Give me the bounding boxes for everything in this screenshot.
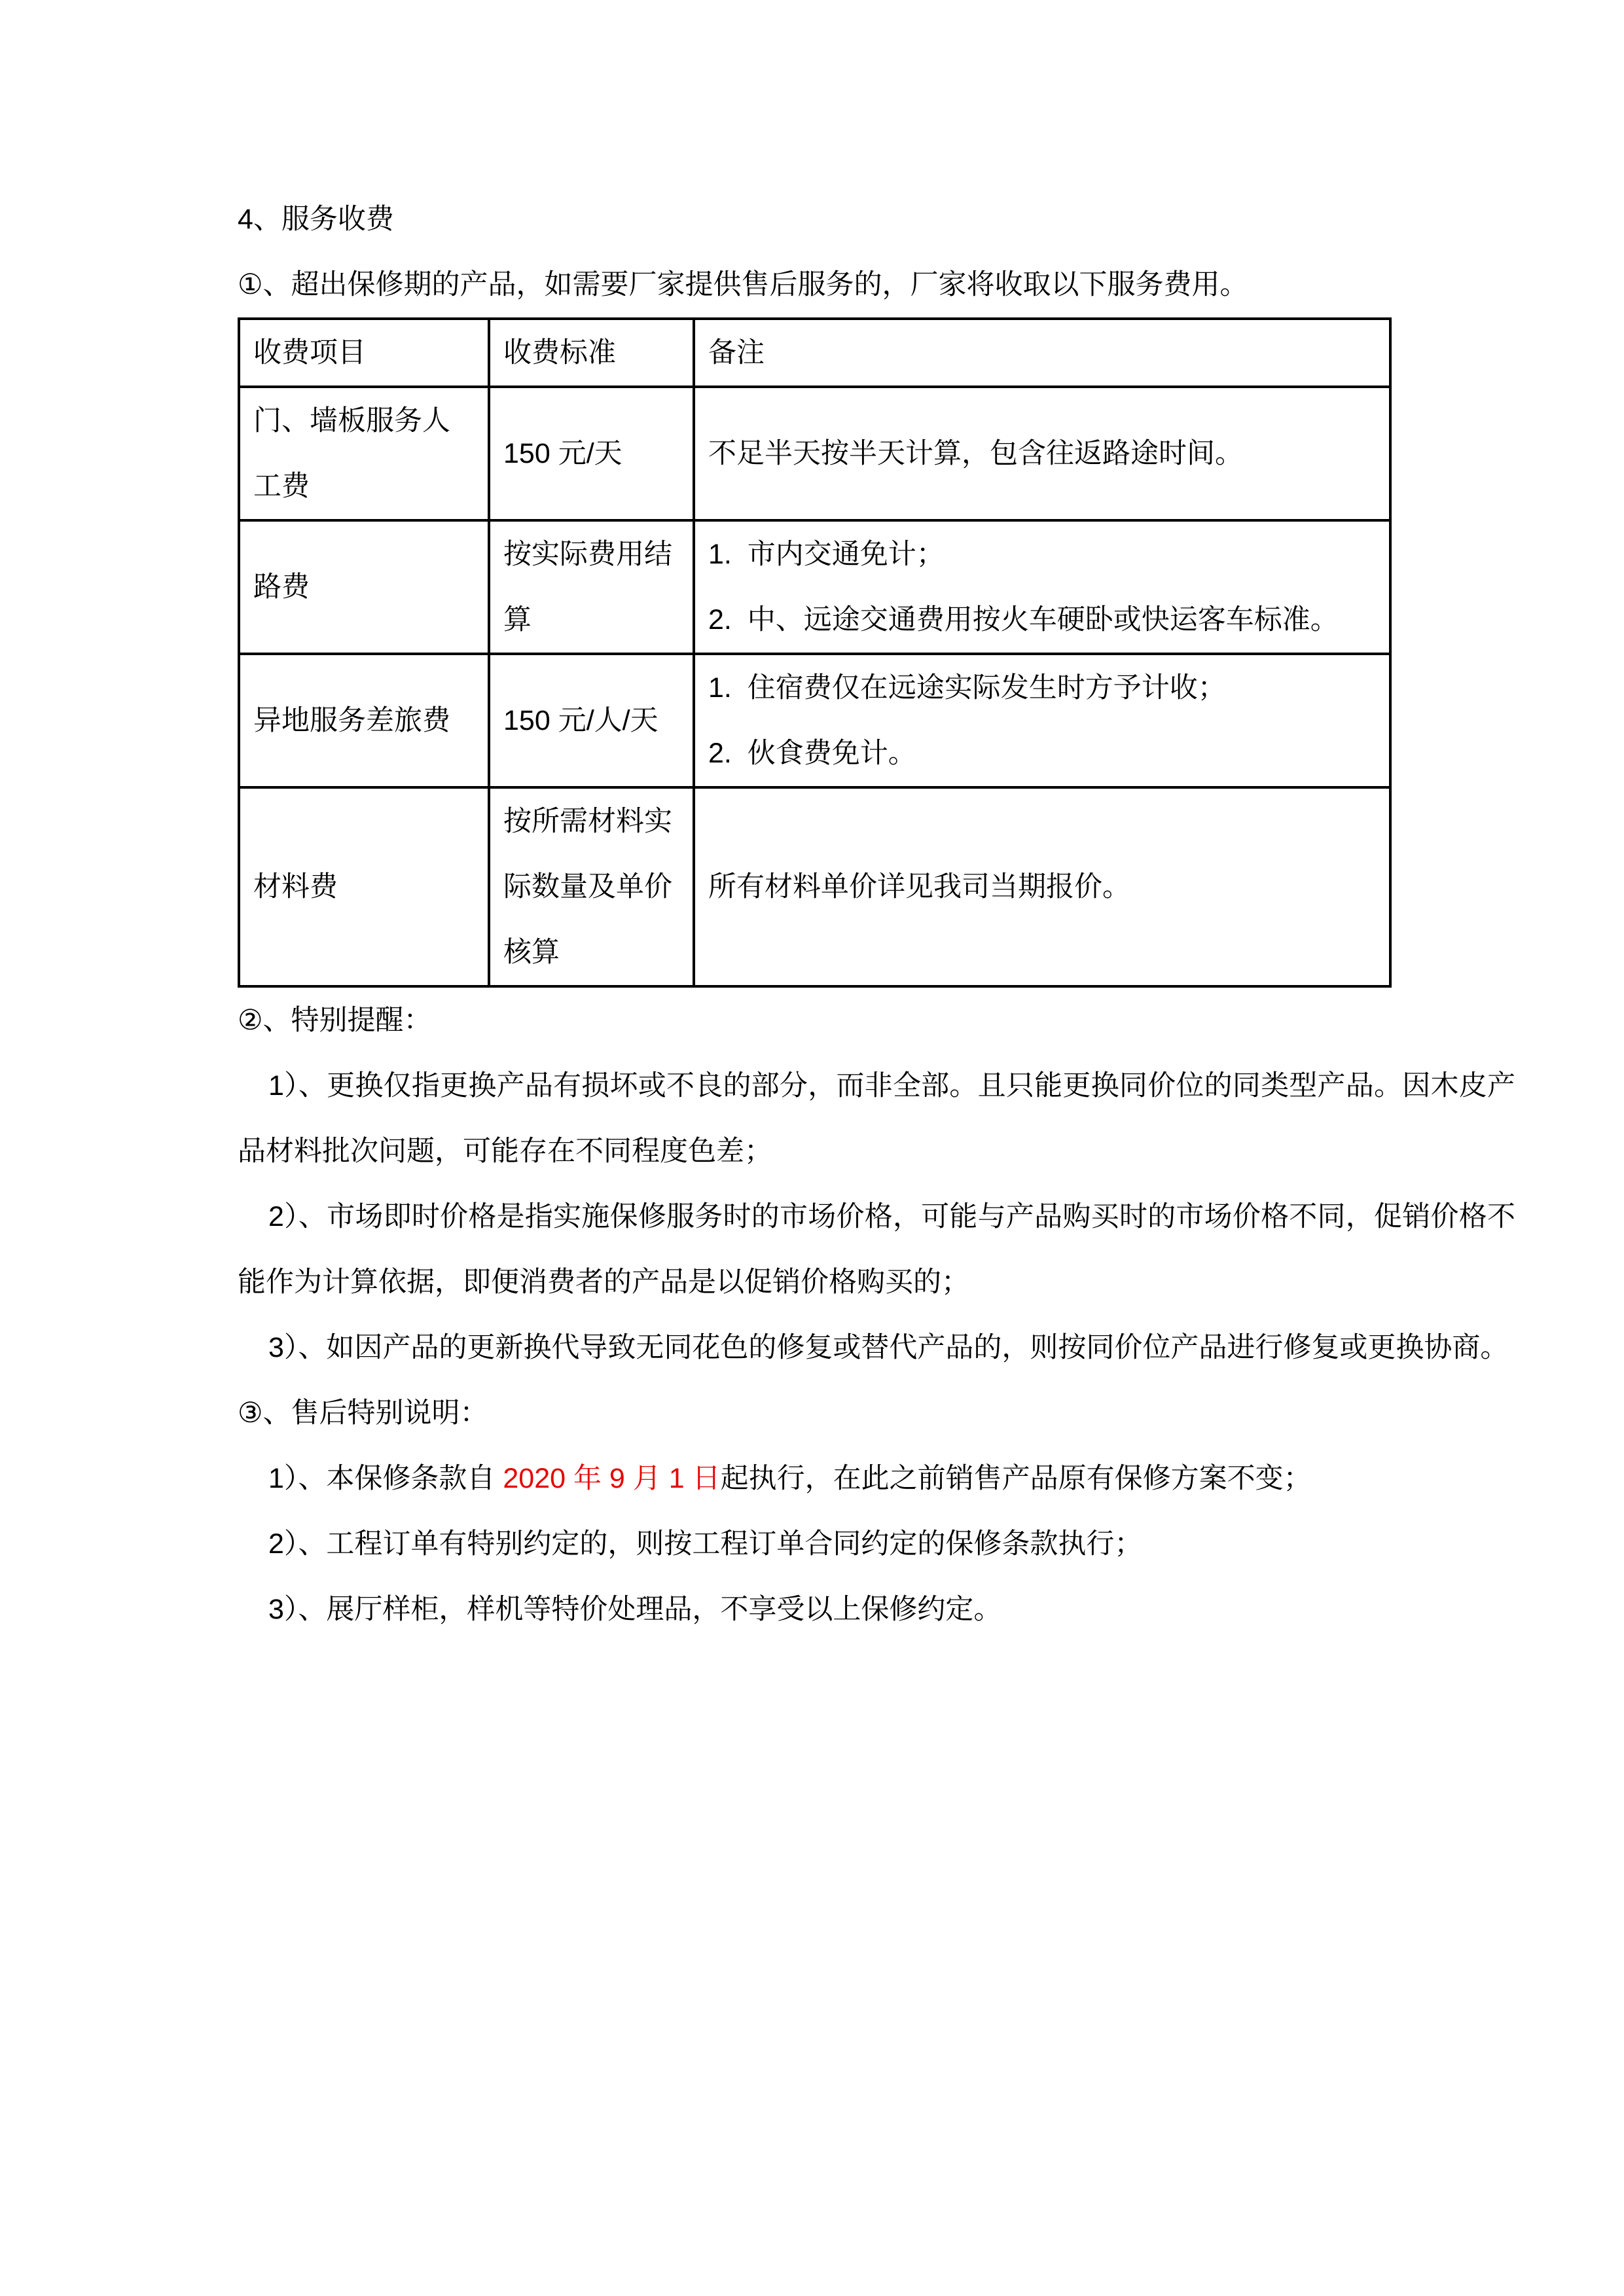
cell-item: 门、墙板服务人工费	[239, 387, 489, 520]
fee-table-header-row	[239, 319, 1390, 387]
aftersales-item	[238, 1577, 1515, 1642]
table-row	[239, 654, 1390, 787]
effective-date-highlight: 2020 年 9 月 1 日	[503, 1463, 721, 1494]
note-line: 2. 中、远途交通费用按火车硬卧或快运客车标准。	[708, 604, 1339, 636]
cell-standard: 按所需材料实际数量及单价核算	[489, 787, 694, 986]
header-cell-notes: 备注	[694, 319, 1390, 387]
aftersales-item	[238, 1446, 1515, 1511]
table-row	[239, 387, 1390, 520]
aftersales-item-text: 起执行，在此之前销售产品原有保修方案不变；	[720, 1463, 1312, 1494]
aftersales-item-text: 2）、工程订单有特别约定的，则按工程订单合同约定的保修条款执行；	[268, 1528, 1143, 1560]
cell-standard: 按实际费用结算	[489, 520, 694, 654]
intro-paragraph: ①、超出保修期的产品，如需要厂家提供售后服务的，厂家将收取以下服务费用。	[238, 269, 1248, 300]
note-line: 2. 伙食费免计。	[708, 738, 916, 769]
note-line: 1. 住宿费仅在远途实际发生时方予计收；	[708, 672, 1226, 704]
cell-notes	[694, 520, 1390, 654]
note-line: 1. 市内交通免计；	[708, 539, 945, 570]
aftersales-item	[238, 1511, 1515, 1577]
cell-notes	[694, 387, 1390, 520]
fee-table	[238, 317, 1392, 988]
table-row	[239, 520, 1390, 654]
note-line: 所有材料单价详见我司当期报价。	[708, 871, 1130, 903]
aftersales-item-text: 1）、本保修条款自	[268, 1463, 503, 1494]
cell-standard: 150 元/人/天	[489, 654, 694, 787]
cell-item: 材料费	[239, 787, 489, 986]
header-cell-standard: 收费标准	[489, 319, 694, 387]
reminder-item: 1）、更换仅指更换产品有损坏或不良的部分，而非全部。且只能更换同价位的同类型产品。因木皮产品材料批次问题，可能存在不同程度色差；	[238, 1070, 1515, 1167]
aftersales-heading: ③、售后特别说明：	[238, 1397, 488, 1429]
cell-item: 异地服务差旅费	[239, 654, 489, 787]
table-row	[239, 787, 1390, 986]
section-title: 4、服务收费	[238, 204, 394, 235]
reminder-item: 2）、市场即时价格是指实施保修服务时的市场价格，可能与产品购买时的市场价格不同，促销价格不能作为计算依据，即便消费者的产品是以促销价格购买的；	[238, 1201, 1515, 1298]
aftersales-item-text: 3）、展厅样柜，样机等特价处理品，不享受以上保修约定。	[268, 1594, 1002, 1625]
reminder-heading: ②、特别提醒：	[238, 1005, 432, 1036]
reminder-item: 3）、如因产品的更新换代导致无同花色的修复或替代产品的，则按同价位产品进行修复或更换协商。	[268, 1332, 1509, 1363]
cell-notes	[694, 787, 1390, 986]
cell-standard: 150 元/天	[489, 387, 694, 520]
header-cell-item: 收费项目	[239, 319, 489, 387]
note-line: 不足半天按半天计算，包含往返路途时间。	[708, 438, 1243, 469]
cell-item: 路费	[239, 520, 489, 654]
cell-notes	[694, 654, 1390, 787]
